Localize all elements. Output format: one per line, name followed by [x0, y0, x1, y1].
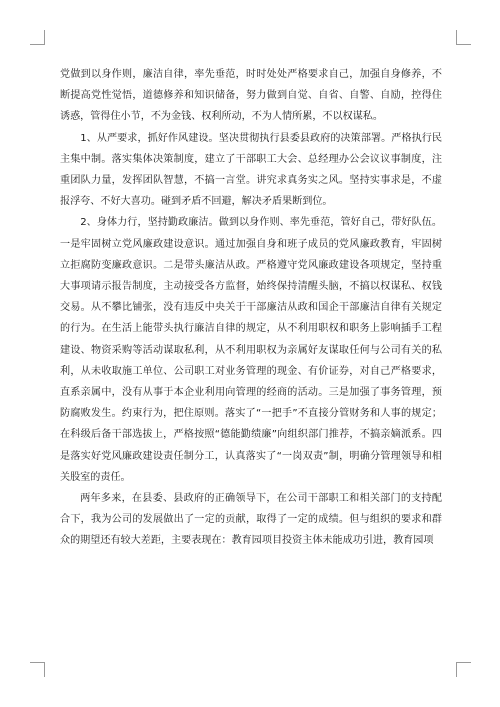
- crop-mark-bottom-right: [456, 662, 471, 677]
- crop-mark-top-left: [30, 30, 45, 45]
- crop-mark-bottom-left: [30, 662, 45, 677]
- paragraph-integrity: 2、身体力行，坚持勤政廉洁。做到以身作则、率先垂范，管好自己，带好队伍。一是牢固树立党风廉政建设意识。通过加强自身和班子成员的党风廉政教育，牢固树立拒腐防变廉政意识。二是带头廉洁从政。严格遵守党风廉政建设各项规定，坚持重大事项请示报告制度，主动接受各方监督，始终保持清醒头脑，不搞以权谋私、权钱交易。从不攀比铺张，没有违反中央关于干部廉洁从政和国企干部廉洁自律有关规定的行为。在生活上能带头执行廉洁自律的规定，从不利用职权和职务上影响插手工程建设、物资采购等活动谋取私利，从不利用职权为亲属好友谋取任何与公司有关的私利，从未收取施工单位、公司职工对业务管理的现金、有价证券，对自己严格要求，直系亲属中，没有从事于本企业利用向管理的经商的活动。三是加强了事务管理，预防腐败发生。约束行为，把住原则。落实了“一把手”不直接分管财务和人事的规定；在科级后备干部选拔上，严格按照“德能勤绩廉”向组织部门推荐，不搞亲嫡派系。四是落实好党风廉政建设责任制分工，认真落实了“一岗双责”制，明确分管理领导和相关股室的责任。: [60, 217, 442, 483]
- document-body: [60, 64, 442, 552]
- paragraph-summary: 两年多来，在县委、县政府的正确领导下，在公司干部职工和相关部门的支持配合下，我为公司的发展做出了一定的贡献，取得了一定的成绩。但与组织的要求和群众的期望还有较大差距，主要表现在：教育园项目投资主体未能成功引进，教育园项: [60, 493, 442, 547]
- paragraph-continuation: 党做到以身作则，廉洁自律，率先垂范，时时处处严格要求自己，加强自身修养，不断提高党性觉悟，道德修养和知识储备，努力做到自觉、自省、自警、自励，控得住诱惑，管得住小节，不为金钱、权利所动，不为人情所累，不以权谋私。: [60, 69, 442, 123]
- crop-mark-top-right: [456, 30, 471, 45]
- paragraph-work-style: 1、从严要求，抓好作风建设。坚决贯彻执行县委县政府的决策部署。严格执行民主集中制。落实集体决策制度，建立了干部职工大会、总经理办公会议议事制度，注重团队力量，发挥团队智慧，不搞一言堂。讲究求真务实之风。坚持实事求是，不虚报浮夸、不好大喜功。碰到矛盾不回避，解决矛盾果断到位。: [60, 132, 442, 208]
